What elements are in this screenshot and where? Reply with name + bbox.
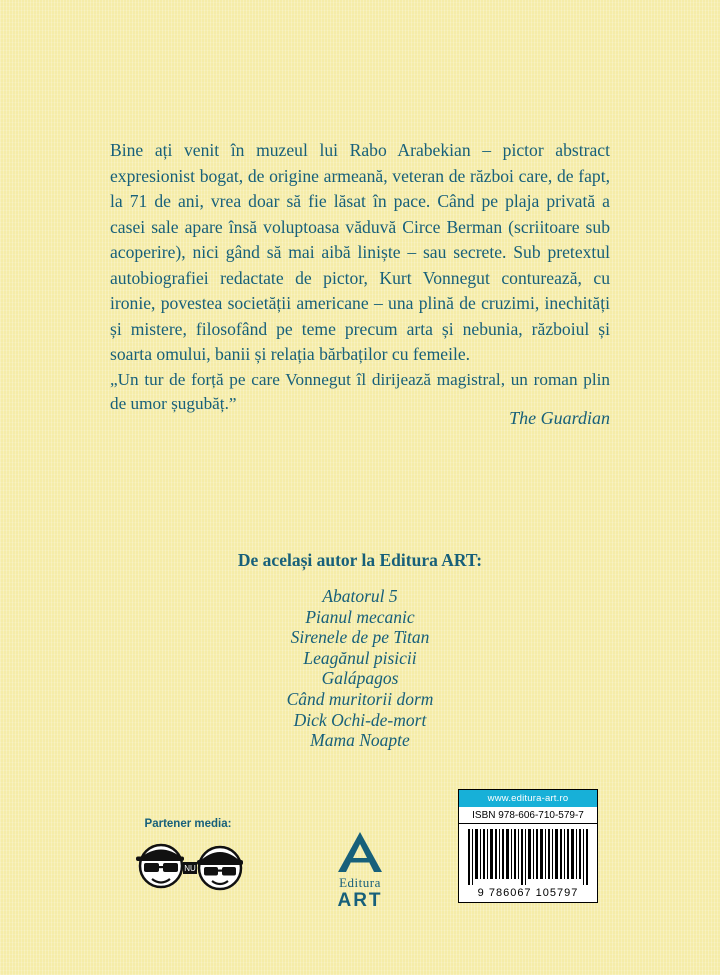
also-by-heading: De același autor la Editura ART: xyxy=(237,550,483,570)
partner-media-logo-icon xyxy=(128,832,250,894)
list-item: Abatorul 5 xyxy=(322,586,398,606)
svg-text:NU: NU xyxy=(184,864,196,873)
list-item: Pianul mecanic xyxy=(305,606,415,627)
list-item: Galápagos xyxy=(321,668,399,689)
barcode-icon xyxy=(467,829,589,885)
list-item: Mama Noapte xyxy=(310,730,410,751)
partner-media-label: Partener media: xyxy=(144,818,232,830)
barcode xyxy=(459,824,597,887)
blurb-paragraph: Bine ați venit în muzeul lui Rabo Arabekian – pictor abstract expresionist bogat, de origine armeană, veteran de război care, de fapt, la 71 de ani, vrea doar să fie lăsat în pace. Când pe plaja privată a casei sale apare însă voluptoasa văduvă Circe Berman (scriitoare sub acoperire), nici gând să mai aibă liniște – sau secrete. Sub pretextul autobiografiei redactate de pictor, Kurt Vonnegut conturează, cu ironie, povestea societății americane – una plină de cruzimi, inechități și mistere, filosofând pe teme precum arta și nebunia, războiul și soarta omului, banii și relația bărbaților cu femeile. xyxy=(110,140,610,364)
review-quote: „Un tur de forță pe care Vonnegut îl dirijează magistral, un roman plin de umor șugubăț.” xyxy=(110,370,610,413)
also-by-list xyxy=(110,586,610,751)
isbn-number: ISBN 978-606-710-579-7 xyxy=(459,807,597,824)
publisher-website: www.editura-art.ro xyxy=(459,790,597,807)
isbn-barcode-block xyxy=(458,789,598,903)
publisher-mark-icon xyxy=(334,830,386,874)
list-item: Leagănul pisicii xyxy=(303,647,417,668)
list-item: Dick Ochi-de-mort xyxy=(293,709,427,730)
publisher-name-line2: ART xyxy=(337,890,383,911)
partner-media-logo xyxy=(128,832,250,894)
barcode-digits: 9 786067 105797 xyxy=(477,887,579,899)
publisher-logo xyxy=(318,830,402,911)
book-blurb xyxy=(110,138,610,368)
review-quote-source: The Guardian xyxy=(509,408,610,428)
list-item: Sirenele de pe Titan xyxy=(290,627,430,648)
publisher-name-line1: Editura xyxy=(339,875,381,890)
list-item: Când muritorii dorm xyxy=(286,688,434,709)
